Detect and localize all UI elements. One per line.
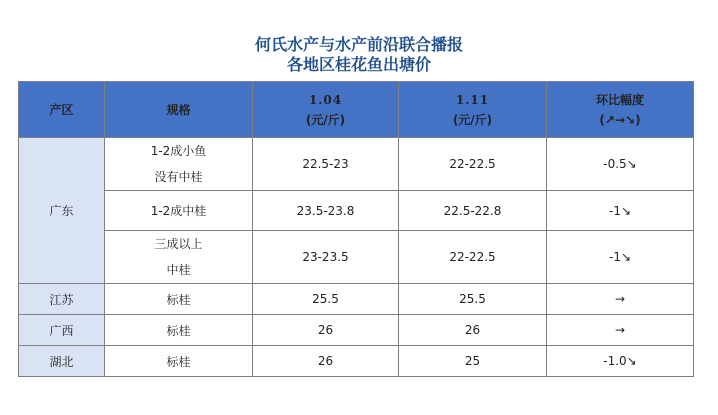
price-date2-cell: 26	[399, 315, 547, 346]
change-cell: -1↘	[547, 231, 694, 284]
table-row	[19, 346, 694, 377]
change-cell: -1.0↘	[547, 346, 694, 377]
region-cell: 广西	[19, 315, 105, 346]
price-date1-cell: 23.5-23.8	[253, 191, 399, 231]
price-date1-cell: 26	[253, 315, 399, 346]
price-date1-cell: 25.5	[253, 284, 399, 315]
change-cell: →	[547, 284, 694, 315]
region-cell: 湖北	[19, 346, 105, 377]
table-row	[19, 231, 694, 284]
region-cell: 江苏	[19, 284, 105, 315]
spec-line: 没有中桂	[154, 170, 203, 184]
header-spec: 规格	[105, 82, 253, 138]
spec-line: 1-2成小鱼	[150, 144, 207, 158]
table-row	[19, 315, 694, 346]
spec-cell: 标桂	[105, 315, 253, 346]
header-change	[547, 82, 694, 138]
spec-line: 三成以上	[154, 237, 203, 251]
header-date1-value: 1.04	[308, 92, 343, 107]
header-row	[19, 82, 694, 138]
table-row	[19, 191, 694, 231]
price-date2-cell: 25.5	[399, 284, 547, 315]
header-date2	[399, 82, 547, 138]
price-date2-cell: 22.5-22.8	[399, 191, 547, 231]
header-region: 产区	[19, 82, 105, 138]
price-date2-cell: 22-22.5	[399, 138, 547, 191]
report-title: 何氏水产与水产前沿联合播报	[254, 35, 463, 54]
header-date2-value: 1.11	[455, 92, 490, 107]
price-date1-cell: 23-23.5	[253, 231, 399, 284]
header-change-legend: (↗→↘)	[599, 112, 641, 127]
spec-cell: 标桂	[105, 284, 253, 315]
region-cell: 广东	[19, 138, 105, 284]
header-change-label: 环比幅度	[595, 92, 644, 107]
price-date2-cell: 22-22.5	[399, 231, 547, 284]
spec-cell	[105, 138, 253, 191]
header-date2-unit: (元/斤)	[452, 112, 493, 127]
price-date1-cell: 22.5-23	[253, 138, 399, 191]
price-date2-cell: 25	[399, 346, 547, 377]
price-table	[18, 81, 694, 377]
spec-cell: 标桂	[105, 346, 253, 377]
report-subtitle: 各地区桂花鱼出塘价	[286, 55, 431, 74]
change-cell: -0.5↘	[547, 138, 694, 191]
change-cell: -1↘	[547, 191, 694, 231]
table-row	[19, 138, 694, 191]
spec-cell	[105, 231, 253, 284]
header-date1	[253, 82, 399, 138]
table-row	[19, 284, 694, 315]
price-date1-cell: 26	[253, 346, 399, 377]
header-date1-unit: (元/斤)	[305, 112, 346, 127]
spec-line: 中桂	[166, 263, 191, 277]
change-cell: →	[547, 315, 694, 346]
spec-cell: 1-2成中桂	[105, 191, 253, 231]
